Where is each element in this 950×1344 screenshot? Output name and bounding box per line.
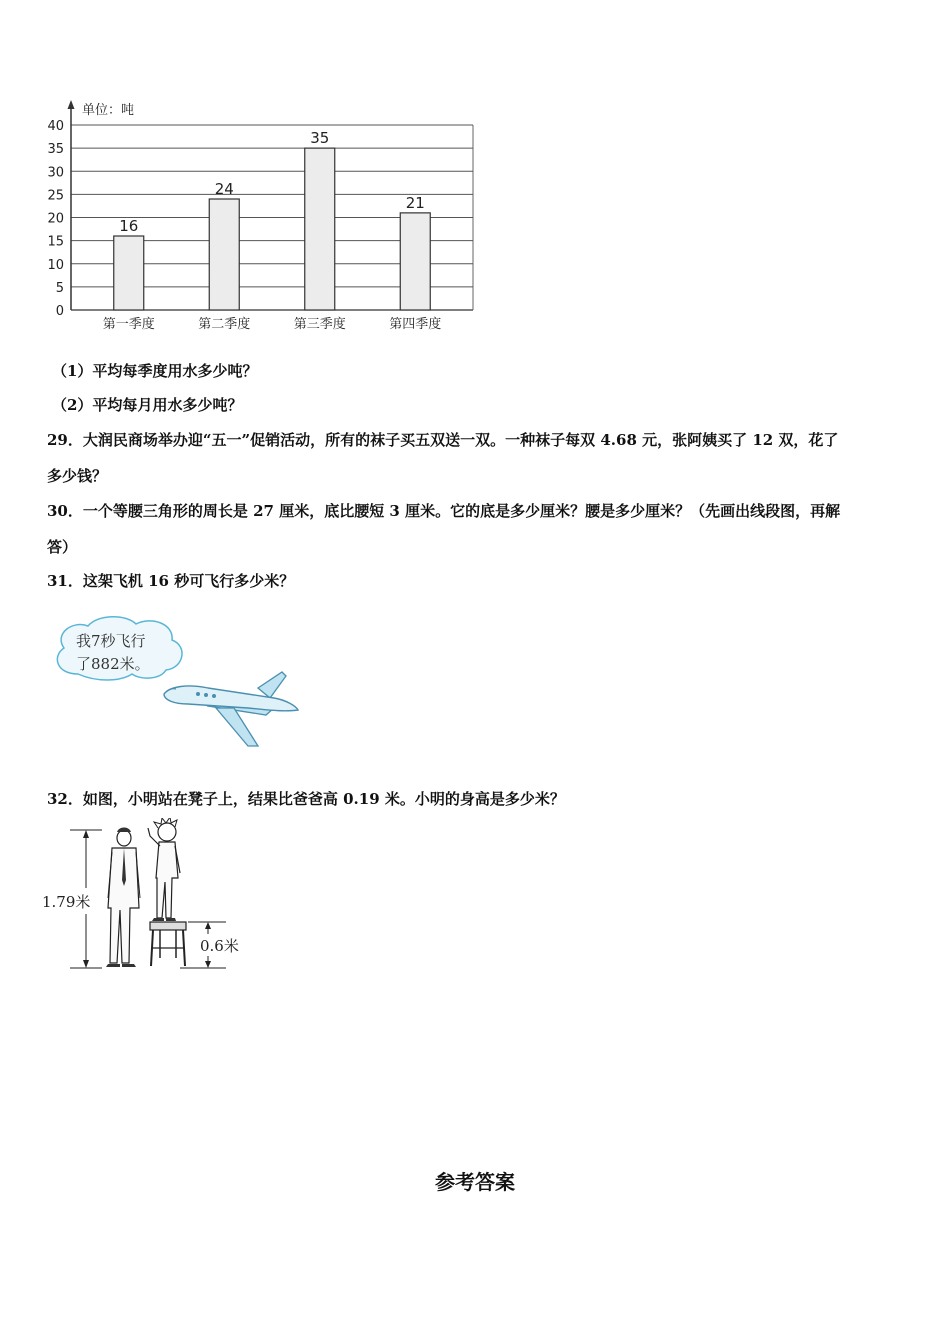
question-29-line-2: 多少钱？ — [47, 467, 108, 485]
stool-icon — [150, 922, 186, 966]
father-height-label: 1.79米 — [42, 893, 91, 911]
airplane-icon — [164, 672, 298, 746]
chart-y-tick-labels — [47, 119, 64, 319]
question-28-part-2: （2）平均每月用水多少吨？ — [52, 396, 243, 414]
bar-value-label: 21 — [405, 193, 425, 212]
bar-value-label: 16 — [119, 217, 139, 235]
chart-unit-label: 单位：吨 — [82, 103, 135, 118]
stool-height-label: 0.6米 — [200, 937, 239, 955]
y-tick-label: 10 — [47, 257, 64, 273]
bar — [400, 213, 430, 310]
y-tick-label: 0 — [55, 304, 64, 319]
bar — [305, 148, 335, 310]
answer-section-title: 参考答案 — [435, 1170, 515, 1194]
y-tick-label: 35 — [47, 142, 64, 158]
x-tick-label: 第四季度 — [389, 317, 442, 332]
y-tick-label: 15 — [47, 234, 64, 250]
bar — [114, 236, 144, 310]
bar-value-label: 35 — [310, 129, 330, 148]
x-tick-label: 第二季度 — [198, 317, 251, 332]
question-30-line-1: 30．一个等腰三角形的周长是 27 厘米，底比腰短 3 厘米。它的底是多少厘米？腰是多少厘米？（先画出线段图，再解 — [47, 502, 841, 520]
question-31: 31．这架飞机 16 秒可飞行多少米？ — [47, 572, 295, 590]
water-usage-bar-chart — [38, 96, 488, 341]
xiaoming-figure-icon — [148, 818, 180, 921]
x-tick-label: 第一季度 — [102, 317, 155, 332]
question-29-line-1: 29．大润民商场举办迎“五一”促销活动，所有的袜子买五双送一双。一种袜子每双 4.68 元，张阿姨买了 12 双，花了 — [47, 431, 839, 449]
y-tick-label: 30 — [47, 165, 64, 181]
chart-data-labels — [119, 129, 425, 235]
height-comparison-figure — [40, 818, 260, 978]
chart-bars — [114, 148, 431, 310]
speech-bubble-line-1: 我7秒飞行 — [76, 632, 146, 650]
chart-x-tick-labels — [103, 316, 442, 332]
y-tick-label: 20 — [47, 211, 64, 227]
y-tick-label: 25 — [47, 188, 64, 204]
y-tick-label: 5 — [55, 280, 64, 296]
x-tick-label: 第三季度 — [293, 317, 346, 332]
question-30-line-2: 答） — [47, 538, 78, 556]
speech-bubble-line-2: 了882米。 — [76, 655, 150, 673]
airplane-figure — [48, 612, 303, 752]
question-28-part-1: （1）平均每季度用水多少吨？ — [52, 362, 258, 380]
father-figure-icon — [106, 828, 140, 968]
question-32: 32．如图，小明站在凳子上，结果比爸爸高 0.19 米。小明的身高是多少米？ — [47, 790, 565, 808]
bar-value-label: 24 — [214, 180, 234, 198]
y-tick-label: 40 — [47, 119, 64, 134]
bar — [209, 199, 239, 310]
y-axis-arrow — [68, 100, 75, 109]
